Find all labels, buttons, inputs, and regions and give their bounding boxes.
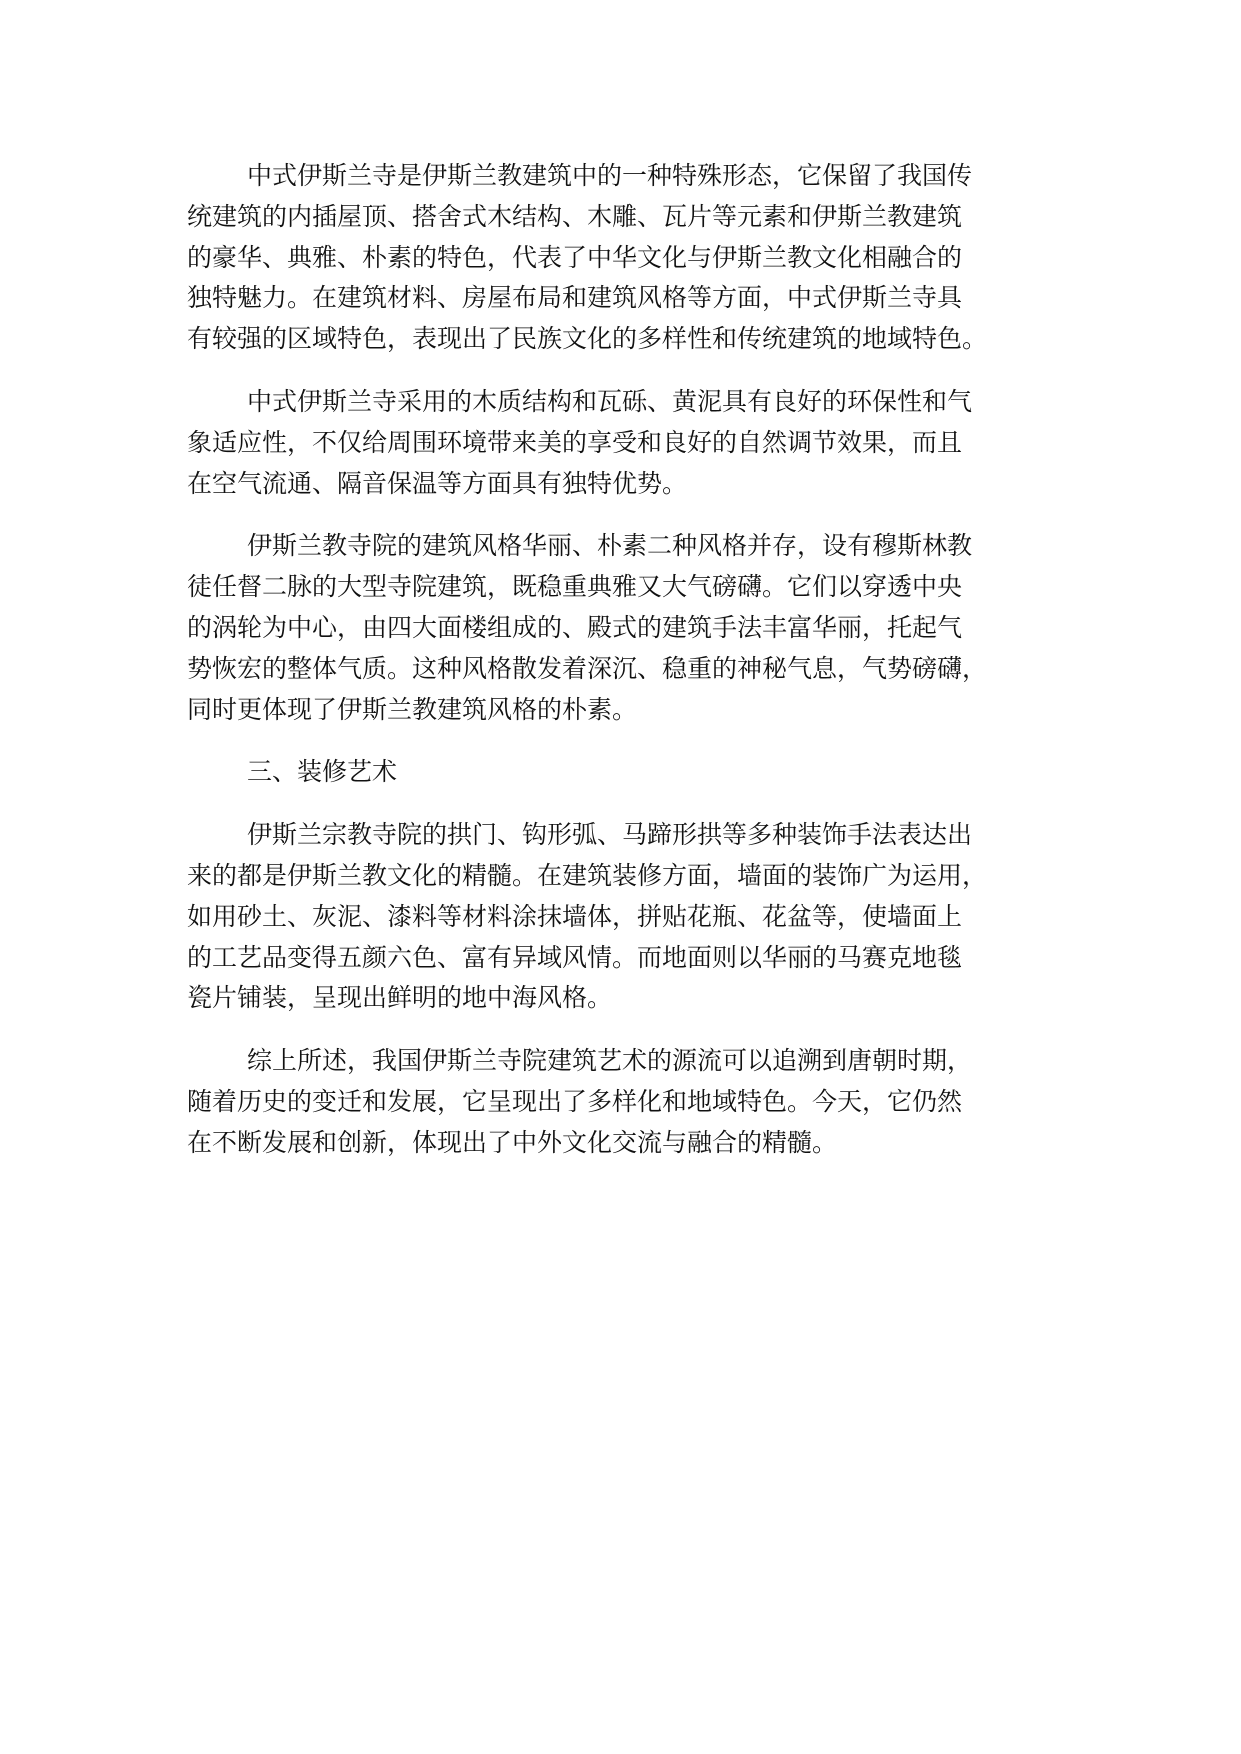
text-line: 有较强的区域特色，表现出了民族文化的多样性和传统建筑的地域特色。 xyxy=(187,324,988,354)
text-line: 在不断发展和创新，体现出了中外文化交流与融合的精髓。 xyxy=(187,1127,838,1157)
text-line: 同时更体现了伊斯兰教建筑风格的朴素。 xyxy=(187,694,638,724)
document-body xyxy=(187,156,1087,1186)
paragraph-materials xyxy=(187,382,1087,504)
text-line: 瓷片铺装，呈现出鲜明的地中海风格。 xyxy=(187,983,613,1013)
text-line: 伊斯兰教寺院的建筑风格华丽、朴素二种风格并存，设有穆斯林教 xyxy=(247,531,973,561)
text-line: 的工艺品变得五颜六色、富有异域风情。而地面则以华丽的马赛克地毯 xyxy=(187,942,963,972)
text-line: 象适应性，不仅给周围环境带来美的享受和良好的自然调节效果，而且 xyxy=(187,427,963,457)
text-line: 综上所述，我国伊斯兰寺院建筑艺术的源流可以追溯到唐朝时期， xyxy=(247,1046,973,1076)
text-line: 的涡轮为中心，由四大面楼组成的、殿式的建筑手法丰富华丽，托起气 xyxy=(187,612,963,642)
paragraph-architectural-style xyxy=(187,526,1087,730)
section-heading xyxy=(187,752,1087,793)
paragraph-decoration xyxy=(187,815,1087,1019)
text-line: 统建筑的内插屋顶、搭舍式木结构、木雕、瓦片等元素和伊斯兰教建筑 xyxy=(187,201,963,231)
text-line: 在空气流通、隔音保温等方面具有独特优势。 xyxy=(187,468,688,498)
text-line: 独特魅力。在建筑材料、房屋布局和建筑风格等方面，中式伊斯兰寺具 xyxy=(187,283,963,313)
text-line: 如用砂土、灰泥、漆料等材料涂抹墙体，拼贴花瓶、花盆等，使墙面上 xyxy=(187,901,963,931)
text-line: 随着历史的变迁和发展，它呈现出了多样化和地域特色。今天，它仍然 xyxy=(187,1086,963,1116)
text-line: 中式伊斯兰寺采用的木质结构和瓦砾、黄泥具有良好的环保性和气 xyxy=(247,386,973,416)
text-line: 中式伊斯兰寺是伊斯兰教建筑中的一种特殊形态，它保留了我国传 xyxy=(247,161,973,190)
text-line: 势恢宏的整体气质。这种风格散发着深沉、稳重的神秘气息，气势磅礴， xyxy=(187,653,988,683)
text-line: 来的都是伊斯兰教文化的精髓。在建筑装修方面，墙面的装饰广为运用， xyxy=(187,860,988,890)
paragraph-conclusion xyxy=(187,1041,1087,1163)
text-line: 的豪华、典雅、朴素的特色，代表了中华文化与伊斯兰教文化相融合的 xyxy=(187,242,963,272)
section-heading-text: 三、装修艺术 xyxy=(247,757,398,787)
text-line: 伊斯兰宗教寺院的拱门、钩形弧、马蹄形拱等多种装饰手法表达出 xyxy=(247,820,973,850)
text-line: 徒任督二脉的大型寺院建筑，既稳重典雅又大气磅礴。它们以穿透中央 xyxy=(187,572,963,602)
paragraph-mosque-overview xyxy=(187,156,1087,360)
